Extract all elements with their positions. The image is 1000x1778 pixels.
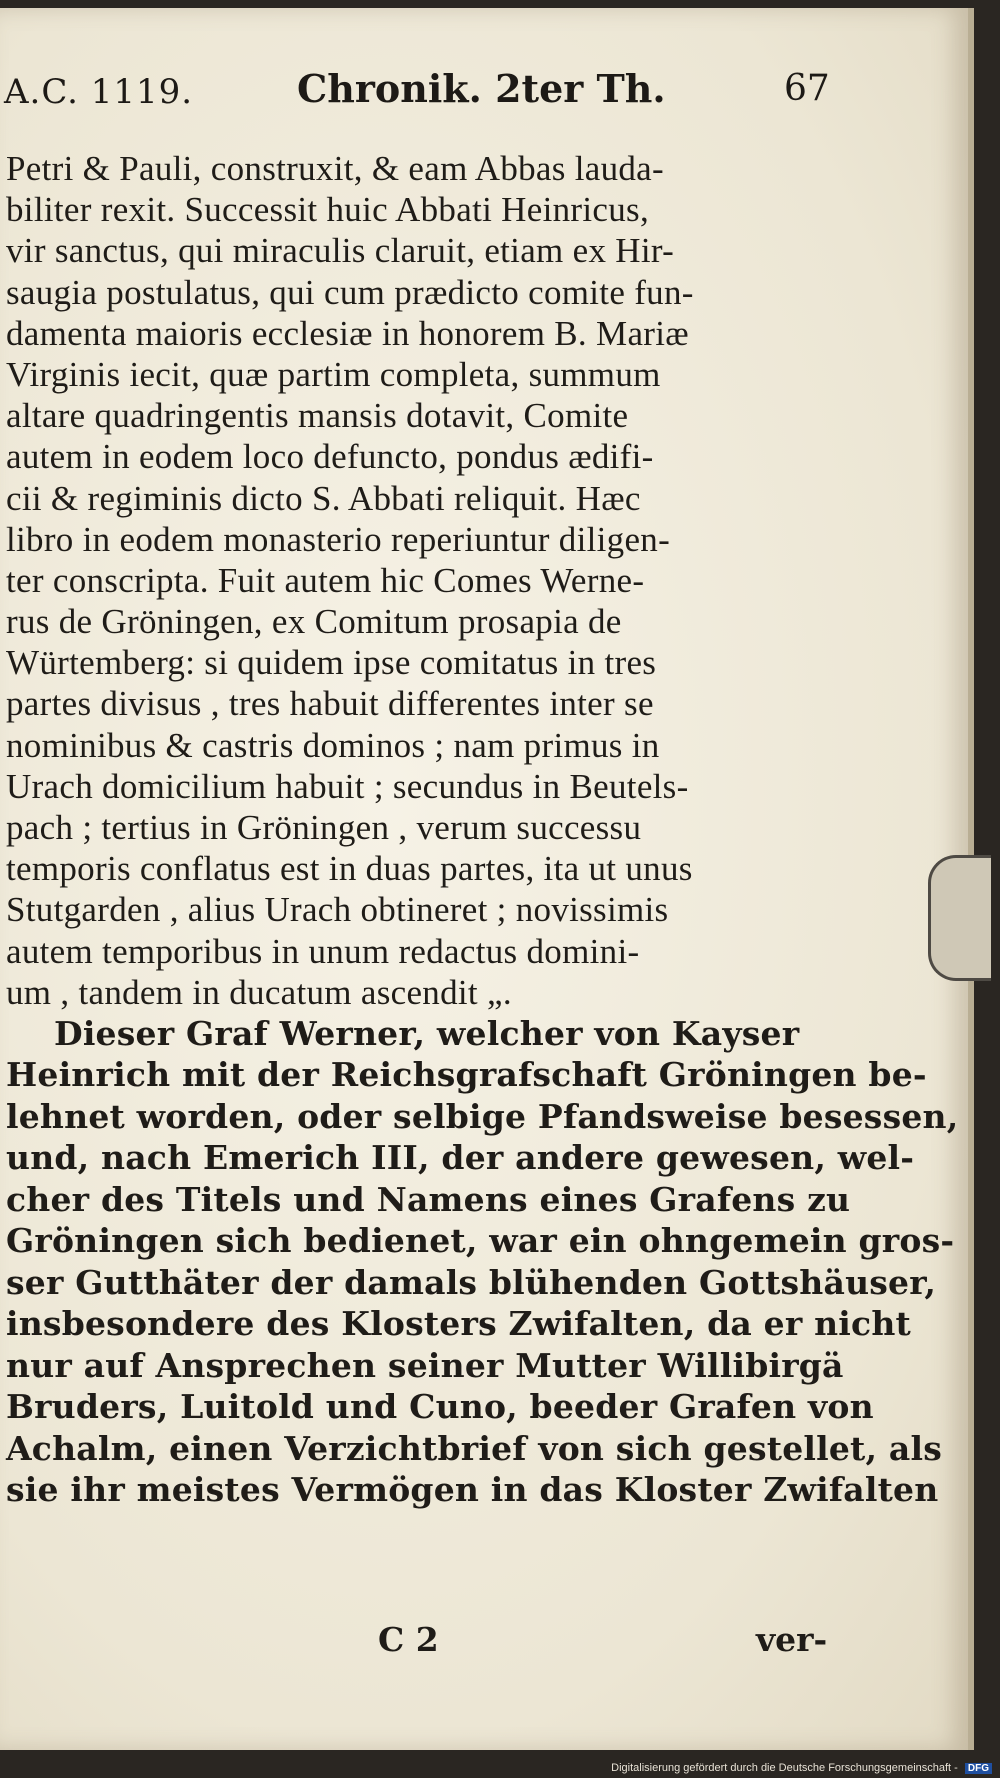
text-line: saugia postulatus, qui cum prædicto comite fun-: [6, 272, 694, 312]
text-line: Virginis iecit, quæ partim completa, summum: [6, 354, 661, 394]
text-line: ser Gutthäter der damals blühenden Gottshäuser,: [6, 1262, 937, 1302]
latin-paragraph: [6, 148, 826, 1013]
signature-mark: C 2: [378, 1620, 439, 1659]
text-line: Achalm, einen Verzichtbrief von sich gestellet, als: [6, 1428, 942, 1468]
text-line: altare quadringentis mansis dotavit, Comite: [6, 396, 629, 436]
year-heading: A.C. 1119.: [4, 72, 194, 112]
text-line: ter conscripta. Fuit autem hic Comes Werne-: [6, 560, 645, 600]
catchword: ver-: [756, 1620, 828, 1659]
text-line: cii & regiminis dicto S. Abbati reliquit. Hæc: [6, 478, 641, 518]
text-line: lehnet worden, oder selbige Pfandsweise besessen,: [6, 1096, 959, 1136]
text-line: Gröningen sich bedienet, war ein ohngemein gros-: [6, 1221, 955, 1261]
text-line: vir sanctus, qui miraculis claruit, etiam ex Hir-: [6, 231, 675, 271]
text-line: Stutgarden , alius Urach obtineret ; novissimis: [6, 890, 669, 930]
credit-text: Digitalisierung gefördert durch die Deutsche Forschungsgemeinschaft -: [611, 1762, 958, 1774]
digitization-credit: [611, 1762, 992, 1774]
page-clip-tab: [928, 855, 991, 981]
german-paragraph: [6, 1013, 959, 1511]
text-line: nur auf Ansprechen seiner Mutter Willibirgä: [6, 1345, 844, 1385]
text-line: insbesondere des Klosters Zwifalten, da er nicht: [6, 1304, 911, 1344]
text-line: Dieser Graf Werner, welcher von Kayser: [54, 1013, 800, 1053]
text-line: damenta maioris ecclesiæ in honorem B. Mariæ: [6, 313, 689, 353]
text-line: Bruders, Luitold und Cuno, beeder Grafen von: [6, 1387, 874, 1427]
text-line: autem in eodem loco defuncto, pondus ædifi-: [6, 437, 654, 477]
text-line: autem temporibus in unum redactus domini-: [6, 931, 640, 971]
text-line: um , tandem in ducatum ascendit „.: [6, 972, 512, 1012]
text-line: sie ihr meistes Vermögen in das Kloster Zwifalten: [6, 1470, 939, 1510]
body-text: [6, 148, 959, 1511]
text-line: partes divisus , tres habuit differentes inter se: [6, 684, 654, 724]
text-line: libro in eodem monasterio reperiuntur diligen-: [6, 519, 671, 559]
text-line: rus de Gröningen, ex Comitum prosapia de: [6, 602, 622, 642]
page-number: 67: [784, 68, 830, 109]
running-head: [4, 64, 830, 124]
text-line: temporis conflatus est in duas partes, ita ut unus: [6, 849, 693, 889]
text-line: cher des Titels und Namens eines Grafens zu: [6, 1179, 851, 1219]
page-footer-line: [0, 1620, 830, 1664]
text-line: nominibus & castris dominos ; nam primus in: [6, 725, 660, 765]
book-page: [0, 8, 974, 1750]
text-line: Urach domicilium habuit ; secundus in Beutels-: [6, 766, 689, 806]
text-line: Petri & Pauli, construxit, & eam Abbas lauda-: [6, 149, 664, 188]
text-line: biliter rexit. Successit huic Abbati Heinricus,: [6, 190, 649, 230]
text-line: Heinrich mit der Reichsgrafschaft Gröningen be-: [6, 1055, 927, 1095]
text-line: pach ; tertius in Gröningen , verum successu: [6, 808, 642, 847]
dfg-logo: DFG: [965, 1763, 992, 1774]
text-line: Würtemberg: si quidem ipse comitatus in tres: [6, 643, 657, 683]
book-title-heading: Chronik. 2ter Th.: [297, 66, 666, 111]
text-line: und, nach Emerich III, der andere gewesen, wel-: [6, 1138, 915, 1178]
